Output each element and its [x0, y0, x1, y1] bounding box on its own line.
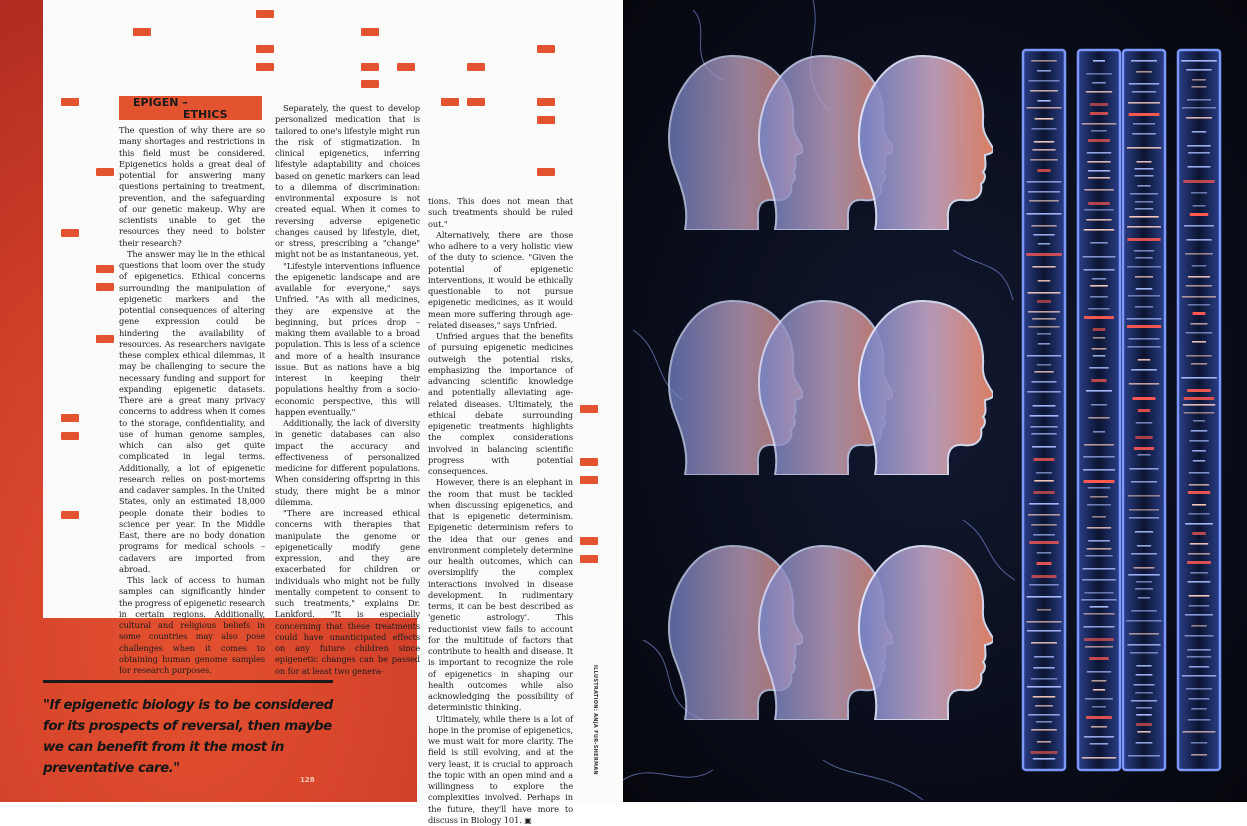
paragraph: tions. This does not mean that such treatments should be ruled out." [428, 196, 573, 230]
heading-line-1: EPIGEN – [133, 97, 188, 108]
illustration-credit: ILLUSTRATION: ANJA FUR-SHERMAN [591, 665, 599, 765]
paragraph: However, there is an elephant in the room that must be tackled when discussing epigenetics, and that is epigenetic determinism. Epigenetic determinism refers to the idea that our genes and environment completely determine our health outcomes, which can oversimplify the complex interactions involved in disease development. In rudimentary terms, it can be best described as 'genetic astrology'. This reductionist view fails to account for the multitude of factors that contribute to health and disease. It is important to recognize the role of epigenetics in shaping our health outcomes while also acknowledging the possibility of deterministic thinking. [428, 477, 573, 713]
head-row-3 [669, 546, 993, 720]
section-heading [119, 96, 262, 120]
heads-dna-illustration [623, 0, 1247, 802]
head-row-1 [669, 56, 993, 230]
paragraph: This lack of access to human samples can significantly hinder the progress of epigenetic research in certain regions. Additionally, cultural and religious beliefs in some countries may also pose challenges when it comes to obtaining human genome samples for research purposes. [119, 575, 265, 676]
paragraph: Alternatively, there are those who adhere to a very holistic view of the duty to science. "Given the potential of epigenetic interventions, it would be ethically questionable to not pursue epigenetic medicines, as it would mean more suffering through age-related diseases," says Unfried. [428, 230, 573, 331]
paragraph: Unfried argues that the benefits of pursuing epigenetic medicines outweigh the potential risks, emphasizing the importance of advancing scientific knowledge and potentially alleviating age-related diseases. Ultimately, the ethical debate surrounding epigenetic treatments highlights the complex considerations involved in balancing scientific progress with potential consequences. [428, 331, 573, 477]
paragraph: The question of why there are so many shortages and restrictions in this field must be considered. Epigenetics holds a great deal of potential for answering many questions pertaining to treatment, prevention, and the safeguarding of our genetic makeup. Why are scientists unable to get the resources they need to bolster their research? [119, 125, 265, 249]
pull-quote: "If epigenetic biology is to be considered for its prospects of reversal, then maybe we can benefit from it the most in preventative care." [43, 695, 343, 779]
paragraph-text: Ultimately, while there is a lot of hope in the promise of epigenetics, we must wait for more clarity. The field is still evolving, and at the very least, it is crucial to approach the topic with an open mind and a willingness to explore the complexities involved. Perhaps in the future, they'll have more to discuss in Biology 101. [428, 714, 573, 825]
paragraph: "There are increased ethical concerns with therapies that manipulate the genome or epigenetically modify gene expression, and they are exacerbated for children or individuals who might not be fully mentally competent to consent to such treatments," explains Dr. Lankford. "It is especially concerning that these treatments could have unanticipated effects on any future children since epigenetic changes can be passed on for at least two genera- [275, 508, 420, 677]
paragraph: Separately, the quest to develop personalized medication that is tailored to one's lifestyle might run the risk of stigmatization. In clinical epigenetics, inferring lifestyle adaptability and choices based on genetic markers can lead to a dilemma of discrimination: environmental exposure is not created equal. When it comes to reversing adverse epigenetic changes caused by lifestyle, diet, or stress, prescribing a "change" might not be as instantaneous, yet. [275, 103, 420, 261]
paragraph: Additionally, the lack of diversity in genetic databases can also impact the accuracy and effectiveness of personalized medicine for different populations. When considering offspring in this study, there might be a minor dilemma. [275, 418, 420, 508]
paragraph-last [428, 714, 573, 826]
article-column-1 [119, 125, 265, 676]
page-number: 128 [300, 776, 315, 784]
article-column-2 [275, 103, 420, 677]
head-row-2 [669, 301, 993, 475]
pull-quote-rule [43, 680, 333, 683]
heading-line-2: ETHICS [183, 109, 228, 120]
article-column-3 [428, 196, 573, 826]
end-mark-icon: ▣ [524, 816, 531, 825]
paragraph: The answer may lie in the ethical questions that loom over the study of epigenetics. Ethical concerns surrounding the manipulation of epigenetic markers and the potential consequences of altering gene expression could be hindering the availability of resources. As researchers navigate these complex ethical dilemmas, it may be challenging to secure the necessary funding and support for expanding epigenetic datasets. There are a great many privacy concerns to address when it comes to the storage, confidentiality, and use of human genome samples, which can also get quite complicated in legal terms. Additionally, a lot of epigenetic research relies on post-mortems and cadaver samples. In the United States, only an estimated 18,000 people donate their bodies to science per year. In the Middle East, there are no body donation programs for medical schools – cadavers are imported from abroad. [119, 249, 265, 575]
paragraph: "Lifestyle interventions influence the epigenetic landscape and are available for everyone," says Unfried. "As with all medicines, they are expensive at the beginning, but prices drop – making them available to a broad population. This is less of a science and more of a health insurance issue. But as nations have a big interest in keeping their populations healthy from a socio-economic perspective, this will happen eventually." [275, 261, 420, 419]
